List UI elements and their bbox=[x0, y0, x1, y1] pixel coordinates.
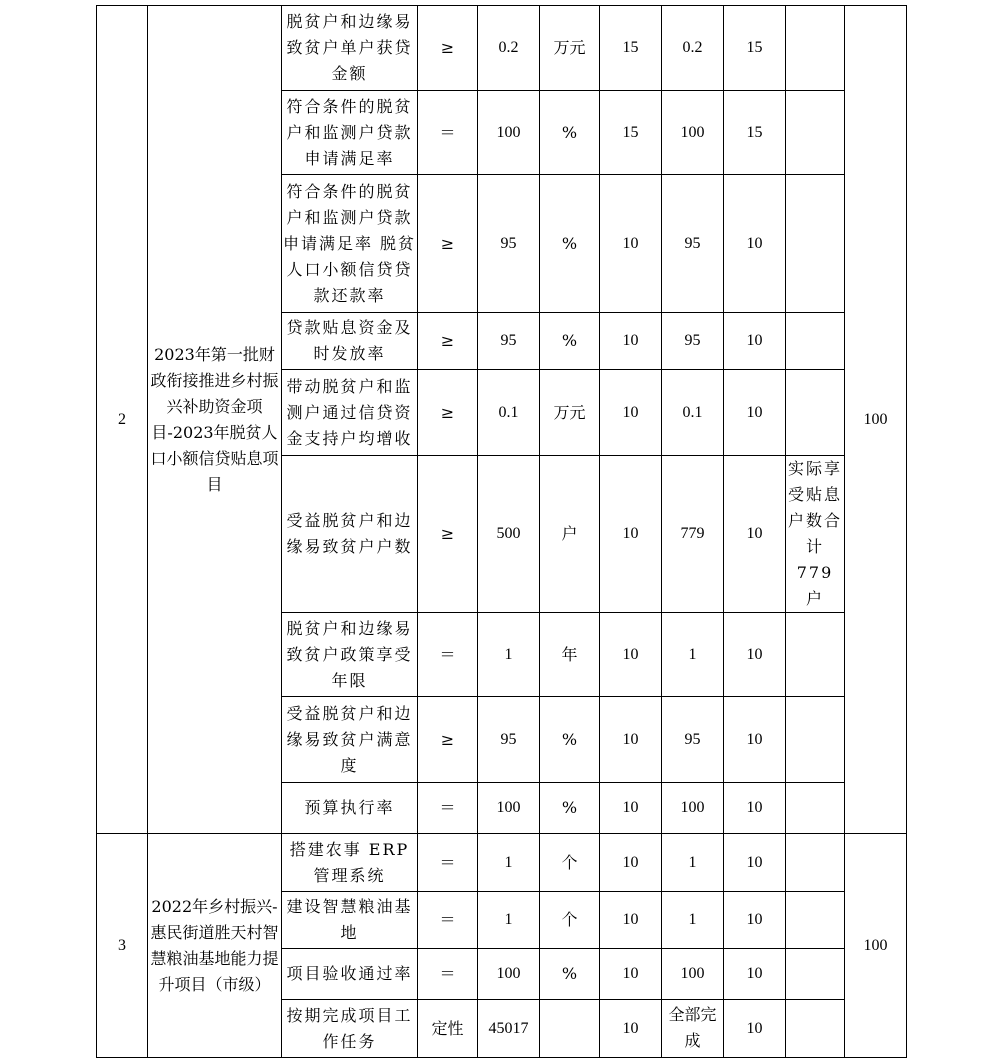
comparison-operator: ≥ bbox=[418, 697, 478, 783]
indicator-name: 搭建农事 ERP 管理系统 bbox=[282, 834, 418, 892]
actual-value: 0.1 bbox=[662, 370, 724, 456]
comparison-operator: ＝ bbox=[418, 892, 478, 949]
actual-value: 1 bbox=[662, 834, 724, 892]
actual-value: 95 bbox=[662, 697, 724, 783]
indicator-name: 受益脱贫户和边缘易致贫户满意度 bbox=[282, 697, 418, 783]
actual-value: 0.2 bbox=[662, 6, 724, 91]
target-value: 100 bbox=[478, 783, 540, 834]
indicator-score: 10 bbox=[724, 1000, 786, 1058]
actual-value: 100 bbox=[662, 91, 724, 175]
indicator-score: 10 bbox=[724, 834, 786, 892]
project-name: 2022年乡村振兴-惠民街道胜天村智慧粮油基地能力提升项目（市级） bbox=[148, 834, 282, 1058]
indicator-score: 10 bbox=[724, 949, 786, 1000]
indicator-name: 脱贫户和边缘易致贫户政策享受年限 bbox=[282, 613, 418, 697]
indicator-weight: 10 bbox=[600, 949, 662, 1000]
comparison-operator: ≥ bbox=[418, 313, 478, 370]
remark bbox=[786, 6, 845, 91]
indicator-score: 10 bbox=[724, 456, 786, 613]
comparison-operator: ≥ bbox=[418, 175, 478, 313]
actual-value: 100 bbox=[662, 783, 724, 834]
remark bbox=[786, 370, 845, 456]
comparison-operator: ≥ bbox=[418, 370, 478, 456]
comparison-operator: ≥ bbox=[418, 6, 478, 91]
indicator-weight: 10 bbox=[600, 697, 662, 783]
table-row bbox=[97, 834, 907, 892]
remark bbox=[786, 949, 845, 1000]
total-score: 100 bbox=[845, 6, 907, 834]
indicator-weight: 10 bbox=[600, 313, 662, 370]
target-value: 100 bbox=[478, 91, 540, 175]
project-number: 3 bbox=[97, 834, 148, 1058]
unit: 个 bbox=[540, 892, 600, 949]
remark bbox=[786, 783, 845, 834]
indicator-weight: 10 bbox=[600, 175, 662, 313]
total-score: 100 bbox=[845, 834, 907, 1058]
indicator-weight: 10 bbox=[600, 892, 662, 949]
actual-value: 1 bbox=[662, 613, 724, 697]
target-value: 95 bbox=[478, 313, 540, 370]
comparison-operator: ＝ bbox=[418, 834, 478, 892]
comparison-operator: ＝ bbox=[418, 949, 478, 1000]
target-value: 100 bbox=[478, 949, 540, 1000]
remark bbox=[786, 613, 845, 697]
target-value: 0.2 bbox=[478, 6, 540, 91]
unit: % bbox=[540, 783, 600, 834]
indicator-name: 按期完成项目工作任务 bbox=[282, 1000, 418, 1058]
actual-value: 779 bbox=[662, 456, 724, 613]
indicator-weight: 10 bbox=[600, 783, 662, 834]
indicator-score: 10 bbox=[724, 892, 786, 949]
comparison-operator: ＝ bbox=[418, 91, 478, 175]
target-value: 1 bbox=[478, 892, 540, 949]
indicator-score: 10 bbox=[724, 697, 786, 783]
target-value: 0.1 bbox=[478, 370, 540, 456]
indicator-name: 建设智慧粮油基地 bbox=[282, 892, 418, 949]
unit: % bbox=[540, 949, 600, 1000]
performance-table bbox=[96, 5, 907, 1058]
indicator-score: 10 bbox=[724, 313, 786, 370]
indicator-score: 10 bbox=[724, 783, 786, 834]
indicator-score: 15 bbox=[724, 91, 786, 175]
comparison-operator: ＝ bbox=[418, 613, 478, 697]
unit: % bbox=[540, 313, 600, 370]
indicator-name: 带动脱贫户和监测户通过信贷资金支持户均增收 bbox=[282, 370, 418, 456]
remark bbox=[786, 1000, 845, 1058]
actual-value: 100 bbox=[662, 949, 724, 1000]
indicator-weight: 15 bbox=[600, 6, 662, 91]
comparison-operator: 定性 bbox=[418, 1000, 478, 1058]
unit: 户 bbox=[540, 456, 600, 613]
unit: 年 bbox=[540, 613, 600, 697]
comparison-operator: ＝ bbox=[418, 783, 478, 834]
remark bbox=[786, 697, 845, 783]
indicator-score: 10 bbox=[724, 175, 786, 313]
target-value: 95 bbox=[478, 697, 540, 783]
comparison-operator: ≥ bbox=[418, 456, 478, 613]
indicator-weight: 10 bbox=[600, 613, 662, 697]
indicator-name: 符合条件的脱贫户和监测户贷款申请满足率 bbox=[282, 91, 418, 175]
remark bbox=[786, 91, 845, 175]
actual-value: 全部完成 bbox=[662, 1000, 724, 1058]
target-value: 500 bbox=[478, 456, 540, 613]
indicator-weight: 15 bbox=[600, 91, 662, 175]
remark bbox=[786, 834, 845, 892]
unit: 万元 bbox=[540, 6, 600, 91]
table-row bbox=[97, 6, 907, 91]
unit: % bbox=[540, 175, 600, 313]
indicator-name: 预算执行率 bbox=[282, 783, 418, 834]
actual-value: 95 bbox=[662, 313, 724, 370]
remark bbox=[786, 175, 845, 313]
indicator-score: 10 bbox=[724, 613, 786, 697]
indicator-name: 贷款贴息资金及时发放率 bbox=[282, 313, 418, 370]
project-name: 2023年第一批财政衔接推进乡村振兴补助资金项目-2023年脱贫人口小额信贷贴息项目 bbox=[148, 6, 282, 834]
unit: 个 bbox=[540, 834, 600, 892]
unit: % bbox=[540, 697, 600, 783]
unit: % bbox=[540, 91, 600, 175]
indicator-name: 受益脱贫户和边缘易致贫户户数 bbox=[282, 456, 418, 613]
indicator-weight: 10 bbox=[600, 456, 662, 613]
indicator-name: 符合条件的脱贫户和监测户贷款申请满足率 脱贫人口小额信贷贷款还款率 bbox=[282, 175, 418, 313]
indicator-weight: 10 bbox=[600, 370, 662, 456]
target-value: 95 bbox=[478, 175, 540, 313]
indicator-name: 项目验收通过率 bbox=[282, 949, 418, 1000]
indicator-score: 10 bbox=[724, 370, 786, 456]
target-value: 45017 bbox=[478, 1000, 540, 1058]
unit bbox=[540, 1000, 600, 1058]
remark: 实际享受贴息户数合计 779 户 bbox=[786, 456, 845, 613]
indicator-score: 15 bbox=[724, 6, 786, 91]
indicator-weight: 10 bbox=[600, 834, 662, 892]
project-number: 2 bbox=[97, 6, 148, 834]
remark bbox=[786, 313, 845, 370]
indicator-name: 脱贫户和边缘易致贫户单户获贷金额 bbox=[282, 6, 418, 91]
remark bbox=[786, 892, 845, 949]
indicator-weight: 10 bbox=[600, 1000, 662, 1058]
target-value: 1 bbox=[478, 613, 540, 697]
unit: 万元 bbox=[540, 370, 600, 456]
actual-value: 95 bbox=[662, 175, 724, 313]
target-value: 1 bbox=[478, 834, 540, 892]
actual-value: 1 bbox=[662, 892, 724, 949]
